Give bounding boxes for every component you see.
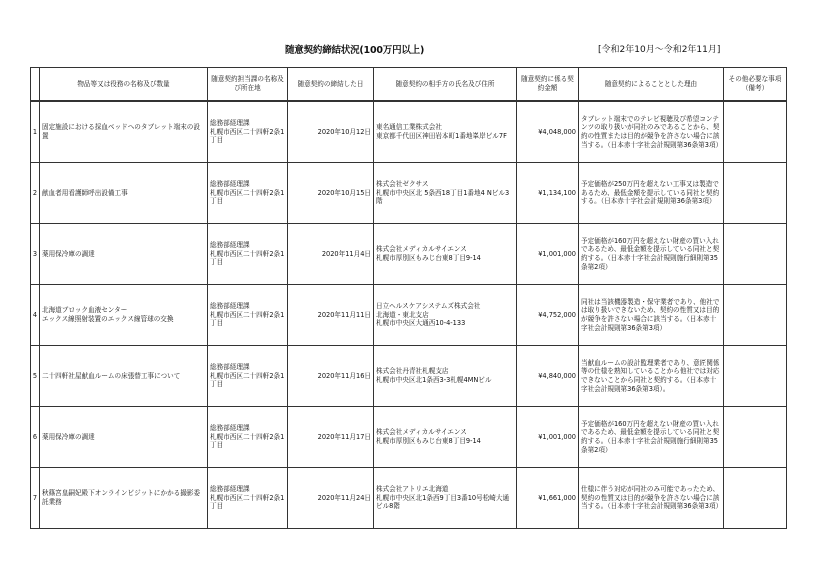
row-number: 5 [31,346,40,407]
contractor: 株式会社アトリエ北海道 札幌市中央区北1条西9丁目3番10号松崎大通ビル8階 [374,468,517,529]
item-name: 薬用保冷庫の調達 [40,224,208,285]
notes [724,407,787,468]
contractor: 東名通信工業株式会社 東京都千代田区神田岩本町1番地峯岸ビル7F [374,101,517,163]
contract-date: 2020年11月16日 [288,346,374,407]
item-name: 北海道ブロック血液センター エックス線照射装置のエックス線管球の交換 [40,285,208,346]
col-header-item: 物品等又は役務の名称及び数量 [40,68,208,102]
department: 総務部経理課 札幌市西区二十四軒2条1丁目 [208,101,288,163]
col-header-date: 随意契約の締結した日 [288,68,374,102]
col-header-no [31,68,40,102]
department: 総務部経理課 札幌市西区二十四軒2条1丁目 [208,224,288,285]
notes [724,468,787,529]
col-header-contractor: 随意契約の相手方の氏名及び住所 [374,68,517,102]
col-header-notes: その他必要な事項（備考） [724,68,787,102]
department: 総務部経理課 札幌市西区二十四軒2条1丁目 [208,468,288,529]
col-header-reason: 随意契約によることとした理由 [579,68,724,102]
table-row [31,163,787,224]
contractor: 株式会社ゼクサス 札幌市中央区北 5条西18丁目1番地4 Nビル3階 [374,163,517,224]
notes [724,101,787,163]
row-number: 6 [31,407,40,468]
reason: 当献血ルームの設計監理業者であり、意匠関係等の仕様を熟知していることから他社では対応できないことから同社と契約する。（日本赤十字社会計規則第36条第3項）。 [579,346,724,407]
reason: 予定価格が250万円を超えない工事又は製造であるため、最低金額を提示している同社と契約する。（日本赤十字社会計規則第36条第3項） [579,163,724,224]
department: 総務部経理課 札幌市西区二十四軒2条1丁目 [208,407,288,468]
col-header-dept: 随意契約担当課の名称及び所在地 [208,68,288,102]
table-row [31,407,787,468]
table-row [31,101,787,163]
contract-date: 2020年11月24日 [288,468,374,529]
contractor: 株式会社メディカルサイエンス 札幌市厚別区もみじ台東8丁目9-14 [374,224,517,285]
contract-date: 2020年11月11日 [288,285,374,346]
contract-amount: ¥1,001,000 [517,407,579,468]
table-row [31,468,787,529]
reason: 同社は当該機器製造・保守業者であり、他社では取り扱いできないため、契約の性質又は目的が競争を許さない場合に該当する。（日本赤十字社会計規則第36条第3項） [579,285,724,346]
contract-date: 2020年10月12日 [288,101,374,163]
contractor: 日立ヘルスケアシステムズ株式会社 北海道・東北支店 札幌市中央区大通西10-4-133 [374,285,517,346]
contractor: 株式会社丹青社札幌支店 札幌市中央区北1条西3-3札幌4MNビル [374,346,517,407]
item-name: 秋篠宮皇嗣妃殿下オンラインビジットにかかる撮影委託業務 [40,468,208,529]
contract-amount: ¥4,752,000 [517,285,579,346]
contract-amount: ¥1,134,100 [517,163,579,224]
item-name: 固定施設における採血ベッドへのタブレット端末の設置 [40,101,208,163]
reason: 予定価格が160万円を超えない財産の買い入れであるため、最低金額を提示している同社と契約する。（日本赤十字社会計規則施行細則第35条第2項） [579,407,724,468]
col-header-amount: 随意契約に係る契約金額 [517,68,579,102]
row-number: 3 [31,224,40,285]
contract-amount: ¥4,048,000 [517,101,579,163]
notes [724,285,787,346]
item-name: 薬用保冷庫の調達 [40,407,208,468]
row-number: 1 [31,101,40,163]
notes [724,224,787,285]
item-name: 献血者用看護師呼出設備工事 [40,163,208,224]
reason: 仕様に伴う対応が同社のみ可能であったため、契約の性質又は目的が競争を許さない場合に該当する。（日本赤十字社会計規則第36条第3項） [579,468,724,529]
notes [724,346,787,407]
table-row [31,346,787,407]
contracts-table [30,67,787,529]
department: 総務部経理課 札幌市西区二十四軒2条1丁目 [208,163,288,224]
item-name: 二十四軒社屋献血ルームの床張替工事について [40,346,208,407]
row-number: 2 [31,163,40,224]
row-number: 4 [31,285,40,346]
document-title: 随意契約締結状況(100万円以上) [285,45,425,56]
reason: 予定価格が160万円を超えない財産の買い入れであるため、最低金額を提示している同社と契約する。（日本赤十字社会計規則施行細則第35条第2項） [579,224,724,285]
department: 総務部経理課 札幌市西区二十四軒2条1丁目 [208,285,288,346]
notes [724,163,787,224]
contract-date: 2020年11月17日 [288,407,374,468]
contractor: 株式会社メディカルサイエンス 札幌市厚別区もみじ台東8丁目9-14 [374,407,517,468]
contract-amount: ¥1,001,000 [517,224,579,285]
contract-amount: ¥4,840,000 [517,346,579,407]
department: 総務部経理課 札幌市西区二十四軒2条1丁目 [208,346,288,407]
contract-date: 2020年10月15日 [288,163,374,224]
table-header-row [31,68,787,102]
document-period: [令和2年10月～令和2年11月] [598,45,721,55]
reason: タブレット端末でのテレビ視聴及び希望コンテンツの取り扱いが同社のみであることから、契約の性質または目的が競争を許さない場合に該当する。（日本赤十字社会計規則第36条第3項） [579,101,724,163]
row-number: 7 [31,468,40,529]
contract-amount: ¥1,661,000 [517,468,579,529]
table-row [31,285,787,346]
table-row [31,224,787,285]
contract-date: 2020年11月4日 [288,224,374,285]
